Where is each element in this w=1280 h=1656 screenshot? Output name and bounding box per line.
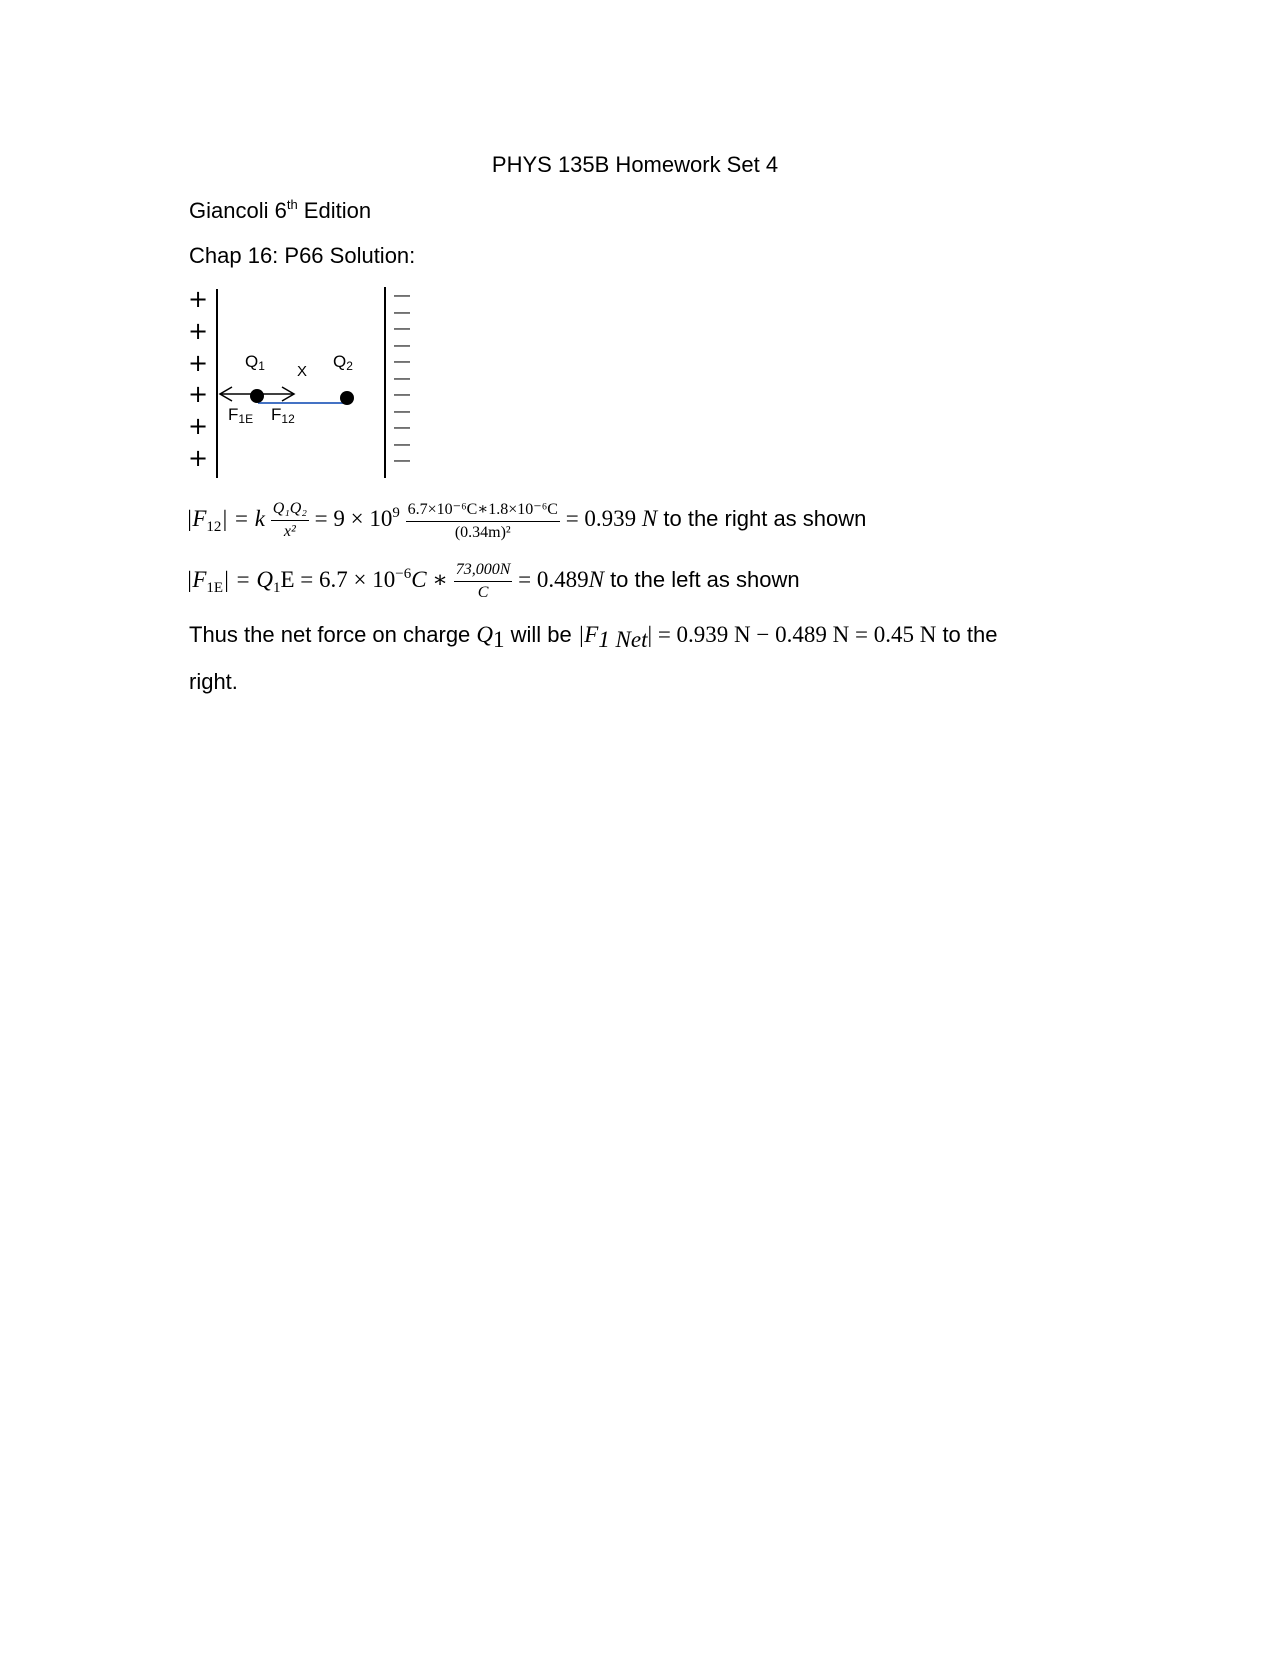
fraction-q1q2-x2: $\frac{\text{Q₁Q₂}}{\text{x²}}$ [272,500,307,540]
q2-label: $Q_2$ [333,352,353,373]
f1e-label: $F_{1E}$ [228,405,254,426]
page-title: PHYS 135B Homework Set 4 [491,152,779,177]
f12-label: $F_{12}$ [271,405,295,426]
minus-sign: — [394,452,410,469]
edition-prefix: Giancoli 6 [189,198,287,223]
fraction-numeric: $\frac{\text{6.7×10⁻⁶C∗1.8×10⁻⁶C}}{\text{(0.34m)²}}$ [407,501,558,541]
plus-sign: + [188,349,209,377]
minus-sign: — [394,369,410,387]
chapter-heading: Chap 16: P66 Solution: [189,243,416,268]
plus-sign: + [188,317,209,345]
equation-f12: $|F_{12}| = k$ $\frac{\text{Q₁Q₂}}{\text{x²}}$ = $9 \times 10^9$ $\frac{\text{6.7×10⁻⁶C∗1.8×10⁻⁶C}}{\text{(0.34m)²}}$ = 0.939 N to the right as shown [186,500,867,541]
charges-diagram [0,0,1280,480]
plus-sign: + [188,444,209,472]
fraction-field: $\frac{73,000N}{C}$ [455,561,511,601]
minus-sign: — [394,303,410,321]
equation-f1e: $|F_{1E}| = Q_1E = 6.7 \times 10^{-6}C$ ∗ $\frac{73,000N}{C}$ = 0.489N to the left as shown [186,561,800,601]
edition-suffix: Edition [297,198,372,223]
net-force-statement: Thus the net force on charge $Q_1$ will be $|F_{1 Net}| = 0.939$ N − 0.489 N = 0.45 N to the [189,622,998,652]
plus-sign: + [188,412,209,440]
plus-sign: + [188,380,209,408]
charge-q1-dot [250,389,264,403]
minus-sign: — [394,435,410,453]
minus-sign: — [394,419,410,436]
net-force-statement-cont: right. [189,669,238,694]
minus-sign: — [394,287,410,304]
minus-sign: — [394,336,410,354]
q1-label: $Q_1$ [245,352,265,373]
plus-sign: + [188,285,209,313]
minus-signs-column [394,288,414,470]
minus-sign: — [394,402,410,420]
minus-sign: — [394,320,410,337]
minus-sign: — [394,386,410,403]
x-label: X [297,363,308,380]
diagram-drawing [0,0,1280,480]
charge-q2-dot [340,391,354,405]
edition-sup: th [286,197,298,212]
minus-sign: — [394,353,410,370]
